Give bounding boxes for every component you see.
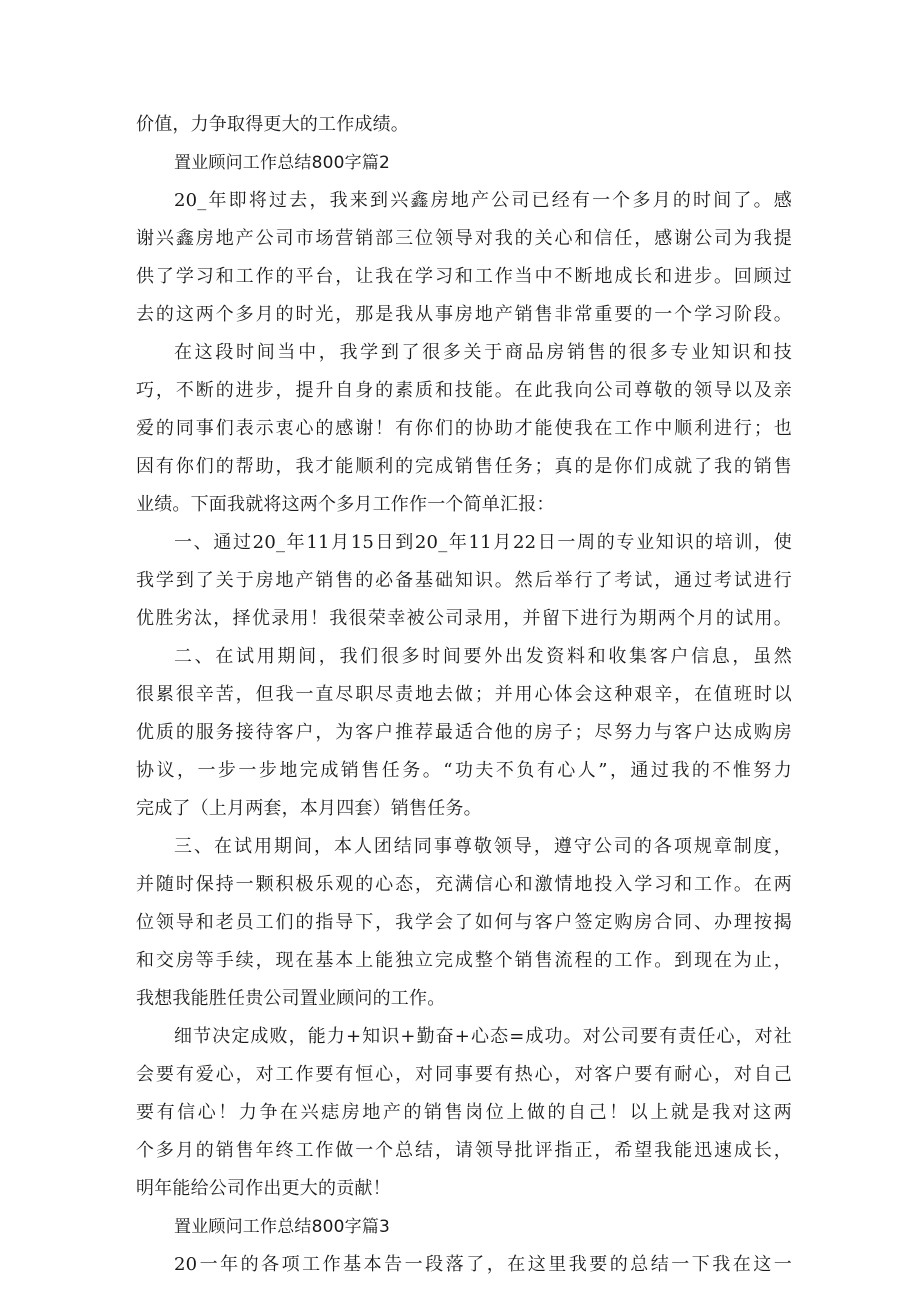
text-line: 20_年即将过去，我来到兴鑫房地产公司已经有一个多月的时间了。感 — [174, 190, 792, 211]
text-line: 明年能给公司作出更大的贡献！ — [136, 1178, 391, 1199]
text-line: 在这段时间当中，我学到了很多关于商品房销售的很多专业知识和技 — [174, 342, 792, 363]
text-line: 优胜劣汰，择优录用！我很荣幸被公司录用，并留下进行为期两个月的试用。 — [136, 608, 792, 629]
text-line: 一、通过20_年11月15日到20_年11月22日一周的专业知识的培训，使 — [174, 532, 792, 553]
text-line: 供了学习和工作的平台，让我在学习和工作当中不断地成长和进步。回顾过 — [136, 266, 792, 287]
text-line: 巧，不断的进步，提升自身的素质和技能。在此我向公司尊敬的领导以及亲 — [136, 380, 792, 401]
text-line: 并随时保持一颗积极乐观的心态，充满信心和激情地投入学习和工作。在两 — [136, 874, 792, 895]
text-line: 个多月的销售年终工作做一个总结，请领导批评指正，希望我能迅速成长， — [136, 1140, 792, 1161]
text-line: 业绩。下面我就将这两个多月工作作一个简单汇报： — [136, 494, 555, 515]
text-line: 完成了（上月两套，本月四套）销售任务。 — [136, 798, 482, 819]
text-line: 谢兴鑫房地产公司市场营销部三位领导对我的关心和信任，感谢公司为我提 — [136, 228, 792, 249]
text-line: 爱的同事们表示衷心的感谢！有你们的协助才能使我在工作中顺利进行；也 — [136, 418, 792, 439]
text-line: 价值，力争取得更大的工作成绩。 — [136, 114, 409, 135]
section-heading: 置业顾问工作总结800字篇3 — [174, 1217, 391, 1237]
text-line: 优质的服务接待客户，为客户推荐最适合他的房子；尽努力与客户达成购房 — [136, 722, 792, 743]
text-line: 要有信心！力争在兴痣房地产的销售岗位上做的自己！以上就是我对这两 — [136, 1102, 792, 1123]
document-body — [136, 106, 792, 1284]
text-line: 我想我能胜任贵公司置业顾问的工作。 — [136, 988, 446, 1009]
text-line: 位领导和老员工们的指导下，我学会了如何与客户签定购房合同、办理按揭 — [136, 912, 792, 933]
section-heading: 置业顾问工作总结800字篇2 — [174, 153, 391, 173]
text-line: 去的这两个多月的时光，那是我从事房地产销售非常重要的一个学习阶段。 — [136, 304, 792, 325]
text-line: 会要有爱心，对工作要有恒心，对同事要有热心，对客户要有耐心，对自己 — [136, 1064, 792, 1085]
text-line: 细节决定成败，能力+知识+勤奋+心态=成功。对公司要有责任心，对社 — [174, 1026, 792, 1047]
text-line: 20一年的各项工作基本告一段落了，在这里我要的总结一下我在这一 — [174, 1254, 792, 1275]
text-line: 很累很辛苦，但我一直尽职尽责地去做；并用心体会这种艰辛，在值班时以 — [136, 684, 792, 705]
text-line: 和交房等手续，现在基本上能独立完成整个销售流程的工作。到现在为止， — [136, 950, 792, 971]
text-line: 协议，一步一步地完成销售任务。“功夫不负有心人”，通过我的不惟努力 — [136, 760, 792, 781]
text-line: 我学到了关于房地产销售的必备基础知识。然后举行了考试，通过考试进行 — [136, 570, 792, 591]
text-line: 二、在试用期间，我们很多时间要外出发资料和收集客户信息，虽然 — [174, 646, 792, 667]
text-line: 因有你们的帮助，我才能顺利的完成销售任务；真的是你们成就了我的销售 — [136, 456, 792, 477]
text-line: 三、在试用期间，本人团结同事尊敬领导，遵守公司的各项规章制度， — [174, 836, 792, 857]
